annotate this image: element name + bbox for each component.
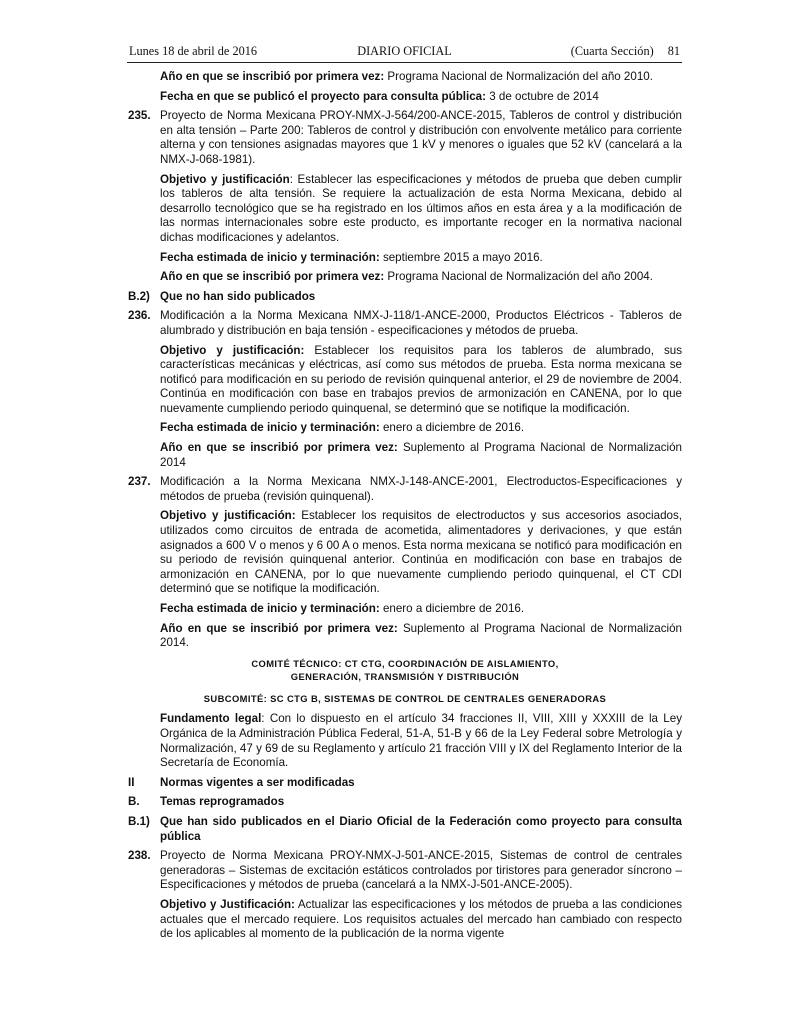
paragraph-first-registration-2004 [128,270,682,285]
header-section-page [571,44,680,59]
paragraph-label: Objetivo y Justificación: [160,897,295,911]
paragraph-text: septiembre 2015 a mayo 2016. [379,250,543,264]
paragraph-label: Año en que se inscribió por primera vez: [160,621,398,635]
section-ii-heading [128,776,682,791]
paragraph-publication-date [128,90,682,105]
paragraph-dates-237 [128,602,682,617]
paragraph-label: Año en que se inscribió por primera vez: [160,270,385,284]
paragraph-legal-basis [128,712,682,770]
section-title: Normas vigentes a ser modificadas [160,775,355,789]
paragraph-label: Fundamento legal [160,712,262,726]
paragraph-text: : Establecer las especificaciones y métodos de prueba que deben cumplir los tableros de alta tensión. Se requiere la actualización de esta Norma Mexicana, debido al desarrollo tecnológico que se ha registrado en los últimos años en esta área y a la modificación de las normas internacionales sobre este producto, es importante recoger en la normativa nacional dichas modificaciones y adelantos. [160,172,682,244]
section-number: II [128,775,135,789]
committee-line-1: COMITÉ TÉCNICO: CT CTG, COORDINACIÓN DE AISLAMIENTO, [251,657,559,669]
paragraph-label: Año en que se inscribió por primera vez: [160,70,385,83]
document-body [128,70,682,947]
paragraph-text: Actualizar las especificaciones y los métodos de prueba a las condiciones actuales que el mercado requiere. Los requisitos actuales del mercado han cambiado con respecto de los aplicables al momento de la publicación de la norma vigente [160,897,682,941]
item-number: 235. [128,109,151,123]
section-title: Que han sido publicados en el Diario Oficial de la Federación como proyecto para consulta pública [160,814,682,843]
paragraph-dates-235 [128,251,682,266]
item-238 [128,849,682,893]
section-title: Temas reprogramados [160,795,285,809]
paragraph-text: enero a diciembre de 2016. [379,421,525,435]
paragraph-first-registration-2010 [128,70,682,85]
item-number: 238. [128,849,151,863]
paragraph-label: Año en que se inscribió por primera vez: [160,441,398,455]
paragraph-objective-238 [128,898,682,942]
item-number: 236. [128,309,151,323]
header-section: (Cuarta Sección) [570,44,654,58]
paragraph-text: Programa Nacional de Normalización del año 2004. [384,270,653,284]
paragraph-label: Fecha estimada de inicio y terminación: [160,250,380,264]
item-text: Proyecto de Norma Mexicana PROY-NMX-J-564/200-ANCE-2015, Tableros de control y distribución en alta tensión – Parte 200: Tableros de control y distribución con envolvente metálico para corriente alterna y con tensiones asignadas mayores que 1 kV y menores o iguales que 52 kV (cancelará a la NMX-J-068-1981). [160,109,682,166]
paragraph-objective-237 [128,509,682,597]
header-date: Lunes 18 de abril de 2016 [129,44,258,58]
item-text: Proyecto de Norma Mexicana PROY-NMX-J-501-ANCE-2015, Sistemas de control de centrales generadoras – Sistemas de excitación estáticos controlados por tiristores para generador síncrono – Especificaciones y métodos de prueba (cancelará a la NMX-J-501-ANCE-2005). [160,849,682,892]
paragraph-text: Suplemento al Programa Nacional de Normalización 2014. [160,621,683,650]
section-b1-heading [128,815,682,844]
item-236 [128,309,682,338]
section-number: B.1) [128,814,150,828]
section-b2-heading [128,290,682,305]
page-header [127,44,682,63]
paragraph-text: 3 de octubre de 2014 [486,89,599,103]
paragraph-objective-236 [128,344,682,417]
paragraph-text: Suplemento al Programa Nacional de Normalización 2014 [160,441,683,469]
committee-line-2: GENERACIÓN, TRANSMISIÓN Y DISTRIBUCIÓN [290,671,520,683]
section-title: Que no han sido publicados [160,289,316,303]
section-b-heading [128,795,682,810]
paragraph-label: Fecha en que se publicó el proyecto para consulta pública: [160,89,486,103]
item-text: Modificación a la Norma Mexicana NMX-J-148-ANCE-2001, Electroductos-Especificaciones y métodos de prueba (revisión quinquenal). [160,475,682,503]
paragraph-first-registration-237 [128,622,682,651]
header-title: DIARIO OFICIAL [357,44,452,58]
paragraph-text: enero a diciembre de 2016. [379,602,525,615]
item-237 [128,475,682,504]
paragraph-objective-235 [128,173,682,246]
section-number: B.2) [128,289,150,303]
header-page-number: 81 [667,44,680,58]
item-235 [128,109,682,167]
item-number: 237. [128,475,151,489]
subcommittee-heading: SUBCOMITÉ: SC CTG B, SISTEMAS DE CONTROL DE CENTRALES GENERADORAS [203,692,607,704]
committee-heading [128,657,682,684]
paragraph-label: Objetivo y justificación: [160,343,305,357]
paragraph-label: Fecha estimada de inicio y terminación: [160,421,380,435]
item-text: Modificación a la Norma Mexicana NMX-J-118/1-ANCE-2000, Productos Eléctricos - Tableros de alumbrado y distribución en baja tensión - especificaciones y métodos de prueba. [160,309,682,337]
paragraph-first-registration-236 [128,441,682,470]
paragraph-dates-236 [128,421,682,436]
paragraph-label: Objetivo y justificación: [160,509,296,523]
section-number: B. [128,795,140,809]
paragraph-label: Objetivo y justificación [160,172,290,186]
paragraph-text: Programa Nacional de Normalización del año 2010. [384,70,653,83]
paragraph-text: : Con lo dispuesto en el artículo 34 fracciones II, VIII, XIII y XXXIII de la Ley Orgánica de la Administración Pública Federal, 51-A, 51-B y 66 de la Ley Federal sobre Metrología y Normalización, 47 y 69 de su Reglamento y artículo 21 fracción VIII y IX del Reglamento Interior de la Secretaría de Economía. [160,712,682,770]
paragraph-text: Establecer los requisitos para los tableros de alumbrado, sus características mecánicas y eléctricas, así como sus métodos de prueba. Esta norma mexicana se notificó para modificación en su periodo de revisión quinquenal anterior, el 29 de noviembre de 2004. Continúa en modificación con base en trabajos previos de armonización en CANENA, por lo que nuevamente cumpliendo periodo quinquenal, se determinó que se notifique la modificación. [160,343,682,415]
paragraph-text: Establecer los requisitos de electroductos y sus accesorios asociados, utilizados como circuitos de entrada de acometida, alimentadores y derivaciones, y que están asignados a 600 V o menos y 6 00 A o menos. Esta norma mexicana se notificó para modificación en su periodo de revisión quinquenal anterior. Continúa en modificación con base en trabajos de armonización en CANENA, por lo que nuevamente cumpliendo periodo quinquenal, el CT CDI determinó que se notifique la modificación. [160,509,682,596]
paragraph-label: Fecha estimada de inicio y terminación: [160,602,380,615]
